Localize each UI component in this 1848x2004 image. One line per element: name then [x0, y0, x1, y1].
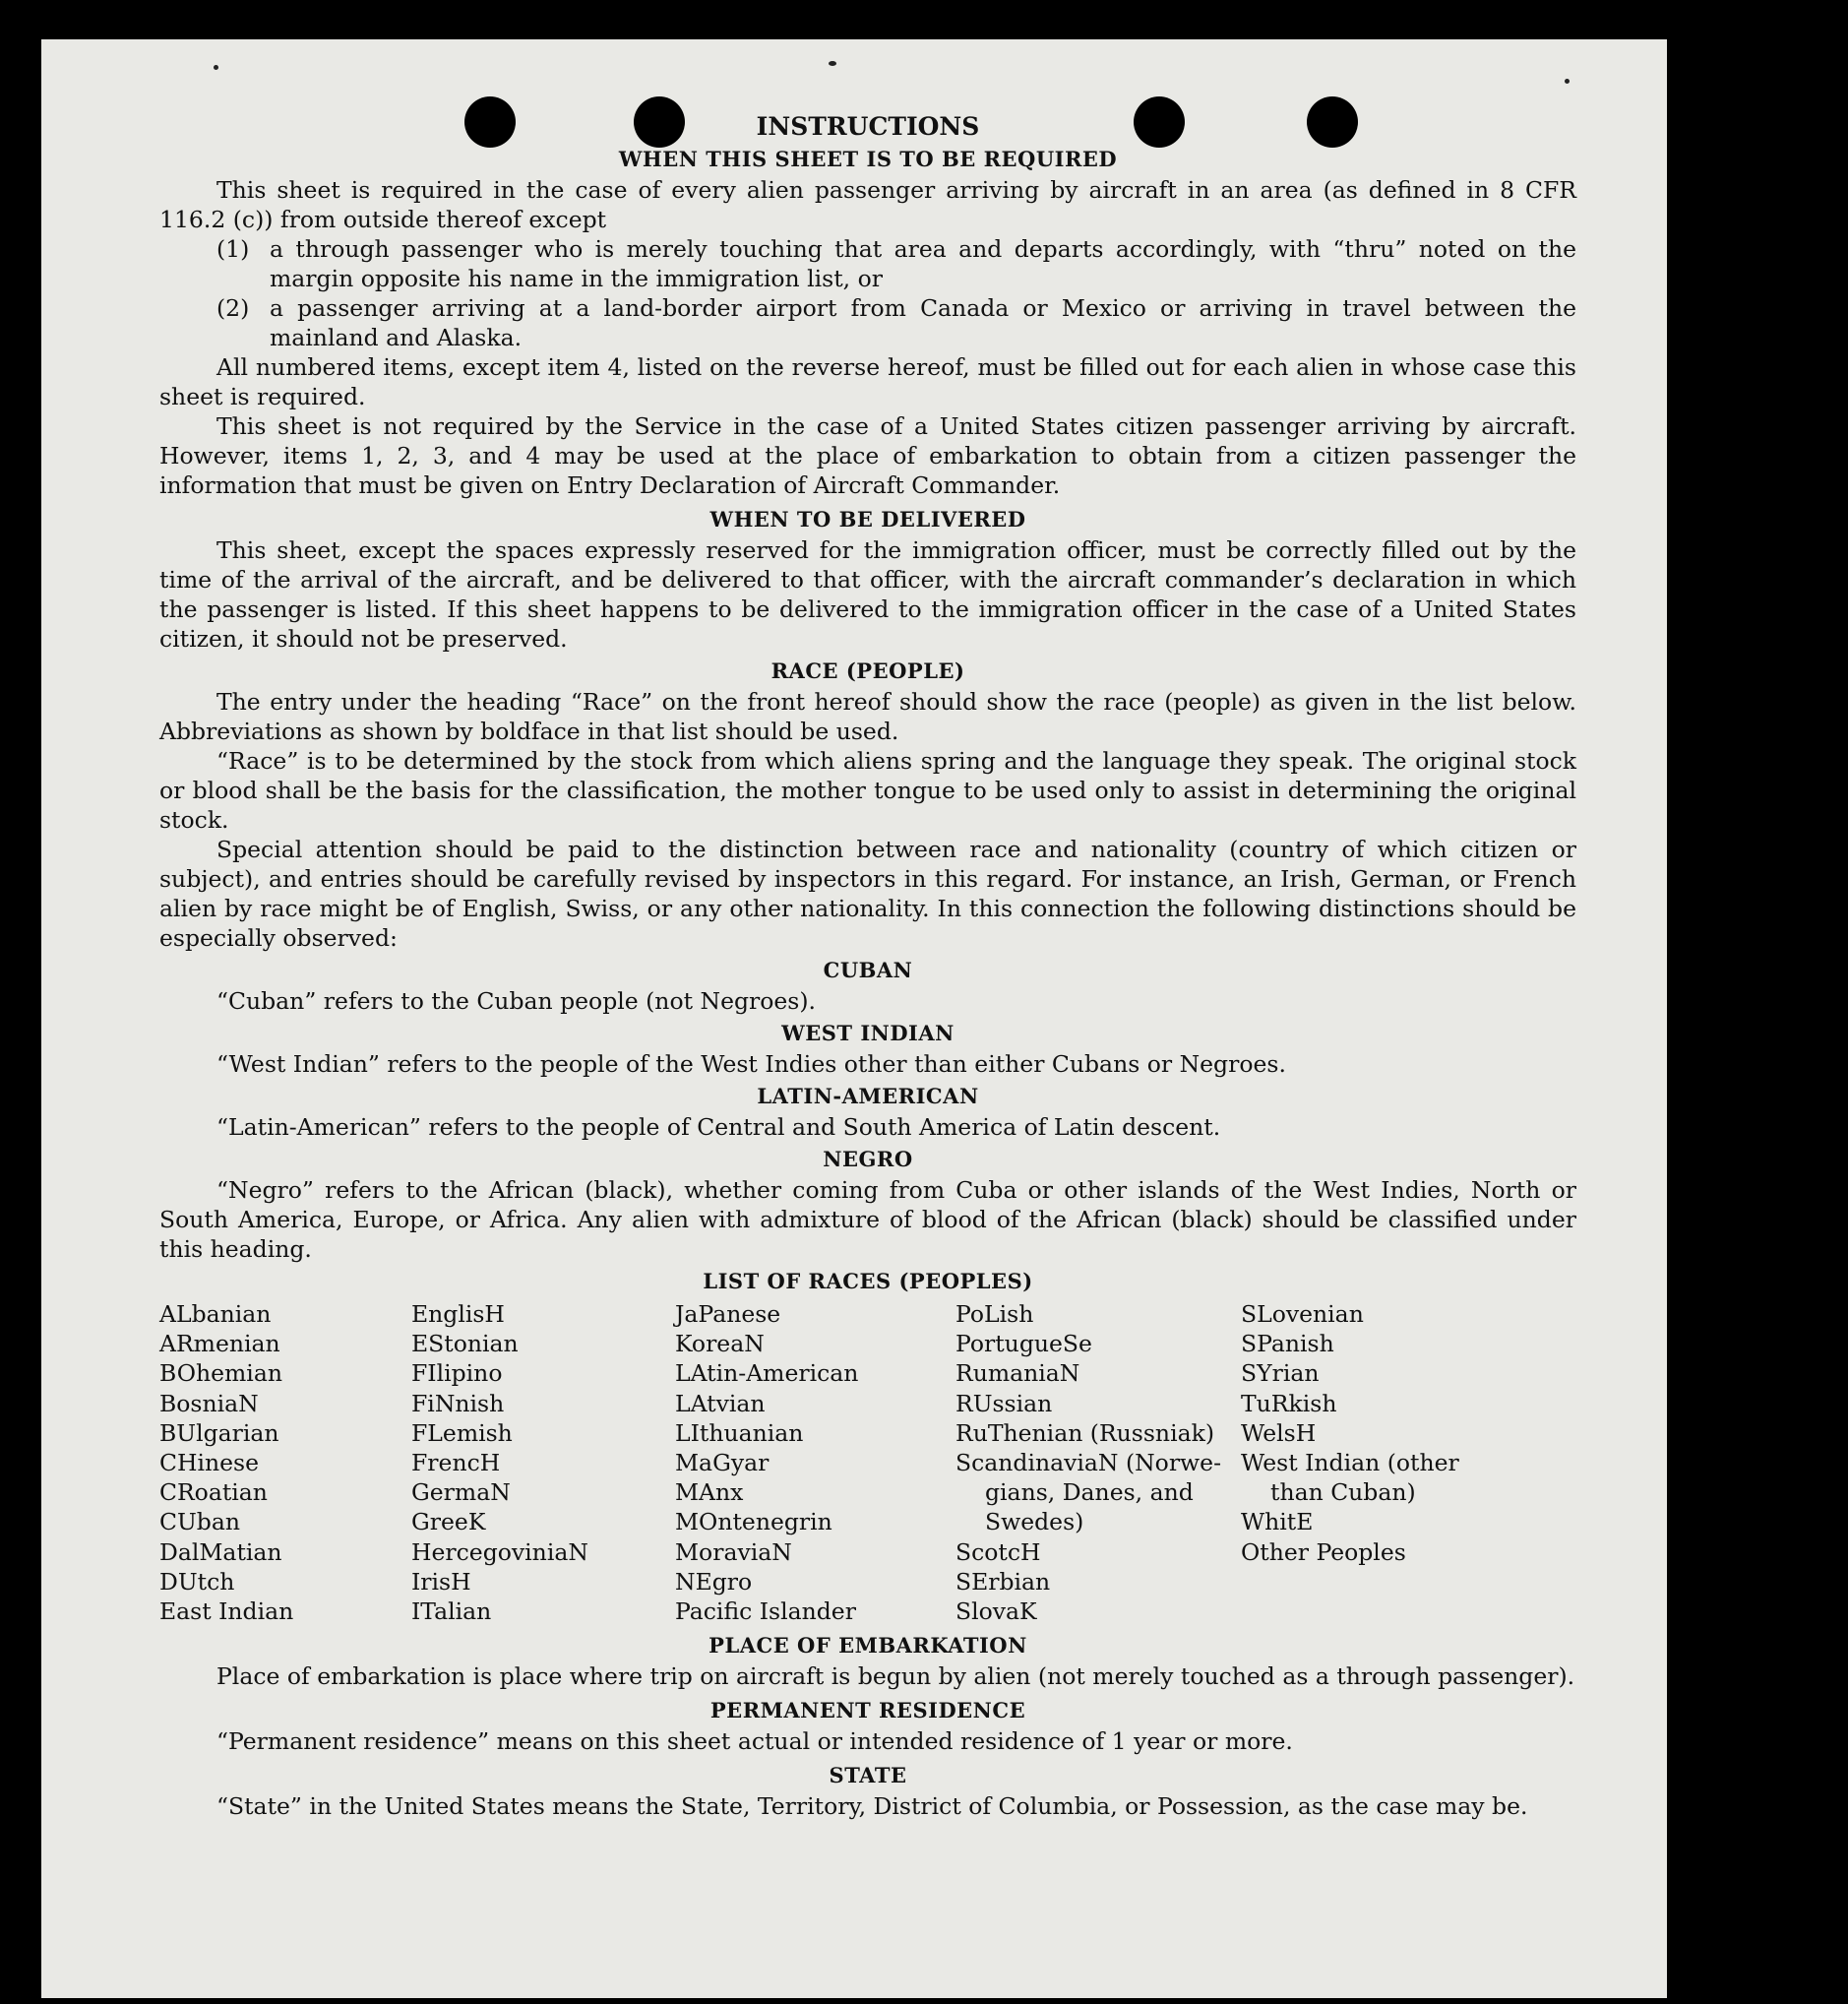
race-entry: TuRkish	[1241, 1389, 1337, 1417]
race-entry: ScandinaviaN (Norwe-	[955, 1449, 1222, 1477]
section-heading: LATIN-AMERICAN	[757, 1084, 979, 1108]
race-entry: BUlgarian	[159, 1418, 279, 1447]
races-column	[411, 1299, 675, 1626]
section-heading: RACE (PEOPLE)	[770, 658, 965, 683]
speck	[1565, 79, 1570, 84]
paragraph: The entry under the heading “Race” on the front hereof should show the race (people) as given in the list below. Abbreviations as shown by boldface in that list should be used.	[159, 688, 1576, 745]
race-entry: BOhemian	[159, 1359, 282, 1388]
race-entry: RUssian	[955, 1389, 1053, 1417]
item-text: a through passenger who is merely touching that area and departs accordingly, with “thru” noted on the margin opposite his name in the immigration list, or	[270, 235, 1576, 292]
race-entry: FiNnish	[411, 1389, 505, 1417]
race-entry: CUban	[159, 1508, 240, 1536]
race-entry: SlovaK	[955, 1597, 1037, 1626]
race-entry: MoraviaN	[675, 1537, 792, 1566]
race-entry: JaPanese	[675, 1300, 781, 1328]
race-entry: GermaN	[411, 1478, 511, 1507]
paragraph: This sheet is required in the case of every alien passenger arriving by aircraft in an area (as defined in 8 CFR 116.2 (c)) from outside thereof except	[159, 176, 1576, 233]
races-column	[159, 1299, 411, 1626]
paragraph: “Negro” refers to the African (black), whether coming from Cuba or other islands of the West Indies, North or South America, Europe, or Africa. Any alien with admixture of blood of the African (black) should be classified under this heading.	[159, 1176, 1576, 1263]
list-item	[216, 293, 1576, 352]
section-heading: WEST INDIAN	[781, 1021, 955, 1045]
race-entry: FLemish	[411, 1418, 513, 1447]
race-entry: WelsH	[1241, 1418, 1317, 1447]
section-heading: PERMANENT RESIDENCE	[709, 1698, 1026, 1723]
race-entry: MAnx	[675, 1478, 744, 1507]
race-entry: West Indian (other	[1241, 1449, 1459, 1477]
race-entry: MaGyar	[675, 1449, 770, 1477]
race-entry: LAtvian	[675, 1389, 766, 1417]
paragraph: “Race” is to be determined by the stock from which aliens spring and the language they speak. The original stock or blood shall be the basis for the classification, the mother tongue to be used only to assist in determining the original stock.	[159, 747, 1576, 834]
race-entry: ALbanian	[159, 1300, 272, 1328]
document-page	[41, 39, 1667, 1998]
race-entry: DUtch	[159, 1567, 235, 1596]
race-entry: BosniaN	[159, 1389, 259, 1417]
race-entry: SErbian	[955, 1567, 1051, 1596]
race-entry: EnglisH	[411, 1300, 505, 1328]
paragraph: All numbered items, except item 4, listed on the reverse hereof, must be filled out for each alien in whose case this sheet is required.	[159, 353, 1576, 410]
document-body	[159, 112, 1576, 1821]
section-heading: WHEN THIS SHEET IS TO BE REQUIRED	[618, 147, 1118, 171]
race-entry: NEgro	[675, 1567, 753, 1596]
race-entry: IrisH	[411, 1567, 471, 1596]
race-entry: DalMatian	[159, 1537, 282, 1566]
race-entry: Pacific Islander	[675, 1597, 856, 1626]
section-heading: STATE	[829, 1763, 907, 1788]
race-entry: KoreaN	[675, 1330, 765, 1358]
paragraph: This sheet is not required by the Service in the case of a United States citizen passenger arriving by aircraft. However, items 1, 2, 3, and 4 may be used at the place of embarkation to obtain from a citizen passenger the information that must be given on Entry Declaration of Aircraft Commander.	[159, 412, 1576, 499]
list-item	[216, 234, 1576, 293]
race-entry: East Indian	[159, 1597, 294, 1626]
race-entry: LAtin-American	[675, 1359, 859, 1388]
page-title: INSTRUCTIONS	[756, 112, 980, 141]
race-entry: SPanish	[1241, 1330, 1334, 1358]
speck	[829, 61, 836, 66]
race-entry: ITalian	[411, 1597, 492, 1626]
races-column	[1241, 1299, 1492, 1626]
race-entry: GreeK	[411, 1508, 486, 1536]
races-table	[159, 1299, 1576, 1626]
race-entry: SLovenian	[1241, 1300, 1364, 1328]
section-heading: PLACE OF EMBARKATION	[708, 1633, 1027, 1659]
race-entry: ScotcH	[955, 1537, 1041, 1566]
race-entry: RumaniaN	[955, 1359, 1080, 1388]
race-entry: CHinese	[159, 1449, 259, 1477]
race-entry: than Cuban)	[1270, 1478, 1416, 1507]
race-entry: PoLish	[955, 1300, 1034, 1328]
race-entry: RuThenian (Russniak)	[955, 1418, 1214, 1447]
race-entry: FrencH	[411, 1449, 501, 1477]
race-entry: Swedes)	[985, 1508, 1084, 1536]
race-entry: MOntenegrin	[675, 1508, 832, 1536]
item-number: (2)	[216, 294, 250, 322]
race-entry: Other Peoples	[1241, 1537, 1406, 1566]
paragraph: This sheet, except the spaces expressly reserved for the immigration officer, must be correctly filled out by the time of the arrival of the aircraft, and be delivered to that officer, with the aircraft commander’s declaration in which the passenger is listed. If this sheet happens to be delivered to the immigration officer in the case of a United States citizen, it should not be preserved.	[159, 536, 1576, 653]
race-entry: HercegoviniaN	[411, 1537, 588, 1566]
paragraph: “State” in the United States means the State, Territory, District of Columbia, or Possession, as the case may be.	[216, 1792, 1528, 1821]
race-entry: ARmenian	[159, 1330, 280, 1358]
speck	[214, 65, 218, 70]
race-entry: SYrian	[1241, 1359, 1320, 1388]
section-heading: CUBAN	[823, 958, 913, 982]
paragraph: Special attention should be paid to the distinction between race and nationality (country of which citizen or subject), and entries should be carefully revised by inspectors in this regard. For instance, an Irish, German, or French alien by race might be of English, Swiss, or any other nationality. In this connection the following distinctions should be especially observed:	[159, 836, 1576, 952]
item-number: (1)	[216, 235, 250, 263]
paragraph: Place of embarkation is place where trip on aircraft is begun by alien (not merely touched as a through passenger).	[216, 1662, 1575, 1691]
paragraph: “Latin-American” refers to the people of Central and South America of Latin descent.	[216, 1113, 1221, 1141]
race-entry: FIlipino	[411, 1359, 503, 1388]
race-entry: EStonian	[411, 1330, 519, 1358]
races-column	[955, 1299, 1241, 1626]
paragraph: “West Indian” refers to the people of the West Indies other than either Cubans or Negroes.	[216, 1050, 1286, 1078]
paragraph: “Permanent residence” means on this sheet actual or intended residence of 1 year or more.	[216, 1727, 1293, 1756]
race-entry: WhitE	[1241, 1508, 1314, 1536]
race-entry: CRoatian	[159, 1478, 268, 1507]
race-entry: PortugueSe	[955, 1330, 1092, 1358]
section-heading: WHEN TO BE DELIVERED	[709, 507, 1026, 532]
paragraph: “Cuban” refers to the Cuban people (not Negroes).	[216, 987, 817, 1015]
race-entry: LIthuanian	[675, 1418, 804, 1447]
races-column	[675, 1299, 955, 1626]
section-heading: NEGRO	[823, 1147, 913, 1171]
race-entry: gians, Danes, and	[985, 1478, 1194, 1507]
section-heading: LIST OF RACES (PEOPLES)	[703, 1269, 1033, 1293]
item-text: a passenger arriving at a land-border airport from Canada or Mexico or arriving in travel between the mainland and Alaska.	[270, 294, 1576, 351]
